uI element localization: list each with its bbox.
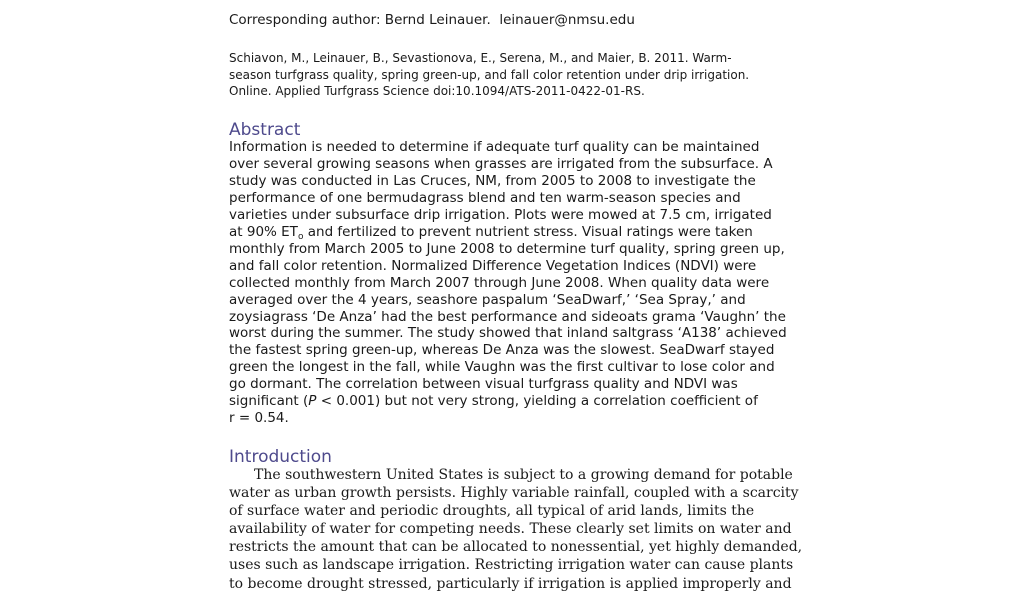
intro-line: to become drought stressed, particularly if irrigation is applied improperly and [229,575,792,592]
subscript: o [297,231,304,242]
abstract-line: performance of one bermudagrass blend and ten warm-season species and [229,189,741,206]
intro-line: uses such as landscape irrigation. Restricting irrigation water can cause plants [229,557,794,574]
abstract-text: < 0.001) but not very strong, yielding a correlation coefficient of [316,393,758,410]
abstract-line: Information is needed to determine if adequate turf quality can be maintained [229,139,760,155]
abstract-line: averaged over the 4 years, seashore paspalum ‘SeaDwarf,’ ‘Sea Spray,’ and [229,291,746,308]
intro-line: water as urban growth persists. Highly variable rainfall, coupled with a scarcity [229,485,799,502]
abstract-line: collected monthly from March 2007 through June 2008. When quality data were [229,274,770,291]
abstract-line: green the longest in the fall, while Vaughn was the first cultivar to lose color and [229,359,775,376]
abstract-text: and fertilized to prevent nutrient stress. Visual ratings were taken [303,223,753,240]
abstract-body [229,139,787,427]
intro-line: The southwestern United States is subject to a growing demand for potable [254,467,793,483]
abstract-line: zoysiagrass ‘De Anza’ had the best performance and sideoats grama ‘Vaughn’ the [229,308,786,325]
abstract-heading: Abstract [229,120,301,140]
abstract-line: varieties under subsurface drip irrigation. Plots were mowed at 7.5 cm, irrigated [229,206,772,223]
corresponding-author: Corresponding author: Bernd Leinauer. leinauer@nmsu.edu [229,12,635,28]
abstract-line: monthly from March 2005 to June 2008 to determine turf quality, spring green up, [229,240,785,257]
abstract-line [229,224,787,241]
abstract-line: worst during the summer. The study showed that inland saltgrass ‘A138’ achieved [229,325,787,342]
abstract-line: and fall color retention. Normalized Difference Vegetation Indices (NDVI) were [229,257,757,274]
intro-line: restricts the amount that can be allocated to nonessential, yet highly demanded, [229,539,803,556]
abstract-line: over several growing seasons when grasses are irrigated from the subsurface. A [229,155,773,172]
abstract-line [229,393,787,410]
introduction-body [229,466,802,593]
abstract-line: go dormant. The correlation between visual turfgrass quality and NDVI was [229,376,738,393]
citation-line: Online. Applied Turfgrass Science doi:10.1094/ATS-2011-0422-01-RS. [229,84,645,98]
abstract-text: at 90% ET [229,223,298,240]
citation-block [229,50,809,100]
abstract-line: r = 0.54. [229,410,289,427]
citation-line: season turfgrass quality, spring green-up, and fall color retention under drip irrigation. [229,67,750,82]
abstract-text: significant ( [229,393,309,410]
intro-line: of surface water and periodic droughts, all typical of arid lands, limits the [229,503,755,520]
abstract-line: the fastest spring green-up, whereas De Anza was the slowest. SeaDwarf stayed [229,342,775,359]
introduction-heading: Introduction [229,447,332,467]
abstract-line: study was conducted in Las Cruces, NM, from 2005 to 2008 to investigate the [229,172,756,189]
intro-line: availability of water for competing needs. These clearly set limits on water and [229,521,792,538]
italic-text: P [308,393,317,410]
citation-line: Schiavon, M., Leinauer, B., Sevastionova, E., Serena, M., and Maier, B. 2011. Warm- [229,51,732,65]
